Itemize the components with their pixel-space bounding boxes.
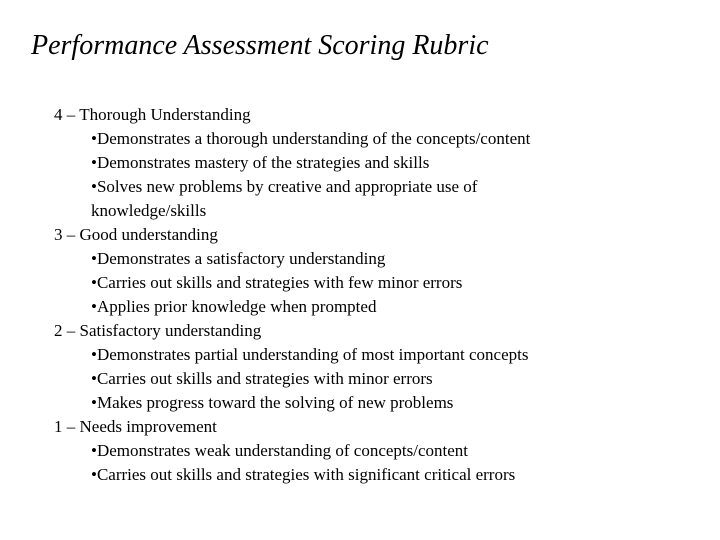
level-heading: 2 – Satisfactory understanding [54, 321, 262, 340]
criterion-item: •Demonstrates a satisfactory understanding [91, 249, 386, 268]
rubric-level-1 [54, 415, 694, 487]
criterion-item: •Demonstrates partial understanding of most important concepts [91, 345, 529, 364]
criterion-item: •Carries out skills and strategies with significant critical errors [91, 465, 516, 484]
level-heading: 3 – Good understanding [54, 225, 218, 244]
rubric-level-3 [54, 223, 694, 319]
criterion-item: •Demonstrates a thorough understanding of the concepts/content [91, 129, 531, 148]
criteria-list [54, 127, 694, 223]
rubric-list [54, 103, 694, 487]
criterion-item: •Demonstrates weak understanding of concepts/content [91, 441, 469, 460]
criterion-item: •Demonstrates mastery of the strategies and skills [91, 153, 430, 172]
level-heading: 1 – Needs improvement [54, 417, 217, 436]
rubric-level-4 [54, 103, 694, 223]
criterion-item: •Makes progress toward the solving of new problems [91, 393, 454, 412]
level-heading: 4 – Thorough Understanding [54, 105, 251, 124]
criterion-item: •Solves new problems by creative and appropriate use of knowledge/skills [91, 177, 478, 220]
criterion-item: •Carries out skills and strategies with few minor errors [91, 273, 463, 292]
rubric-level-2 [54, 319, 694, 415]
criterion-item: •Applies prior knowledge when prompted [91, 297, 377, 316]
slide-title: Performance Assessment Scoring Rubric [31, 30, 489, 61]
criteria-list [54, 247, 694, 319]
criterion-item: •Carries out skills and strategies with minor errors [91, 369, 433, 388]
criteria-list [54, 439, 694, 487]
criteria-list [54, 343, 694, 415]
